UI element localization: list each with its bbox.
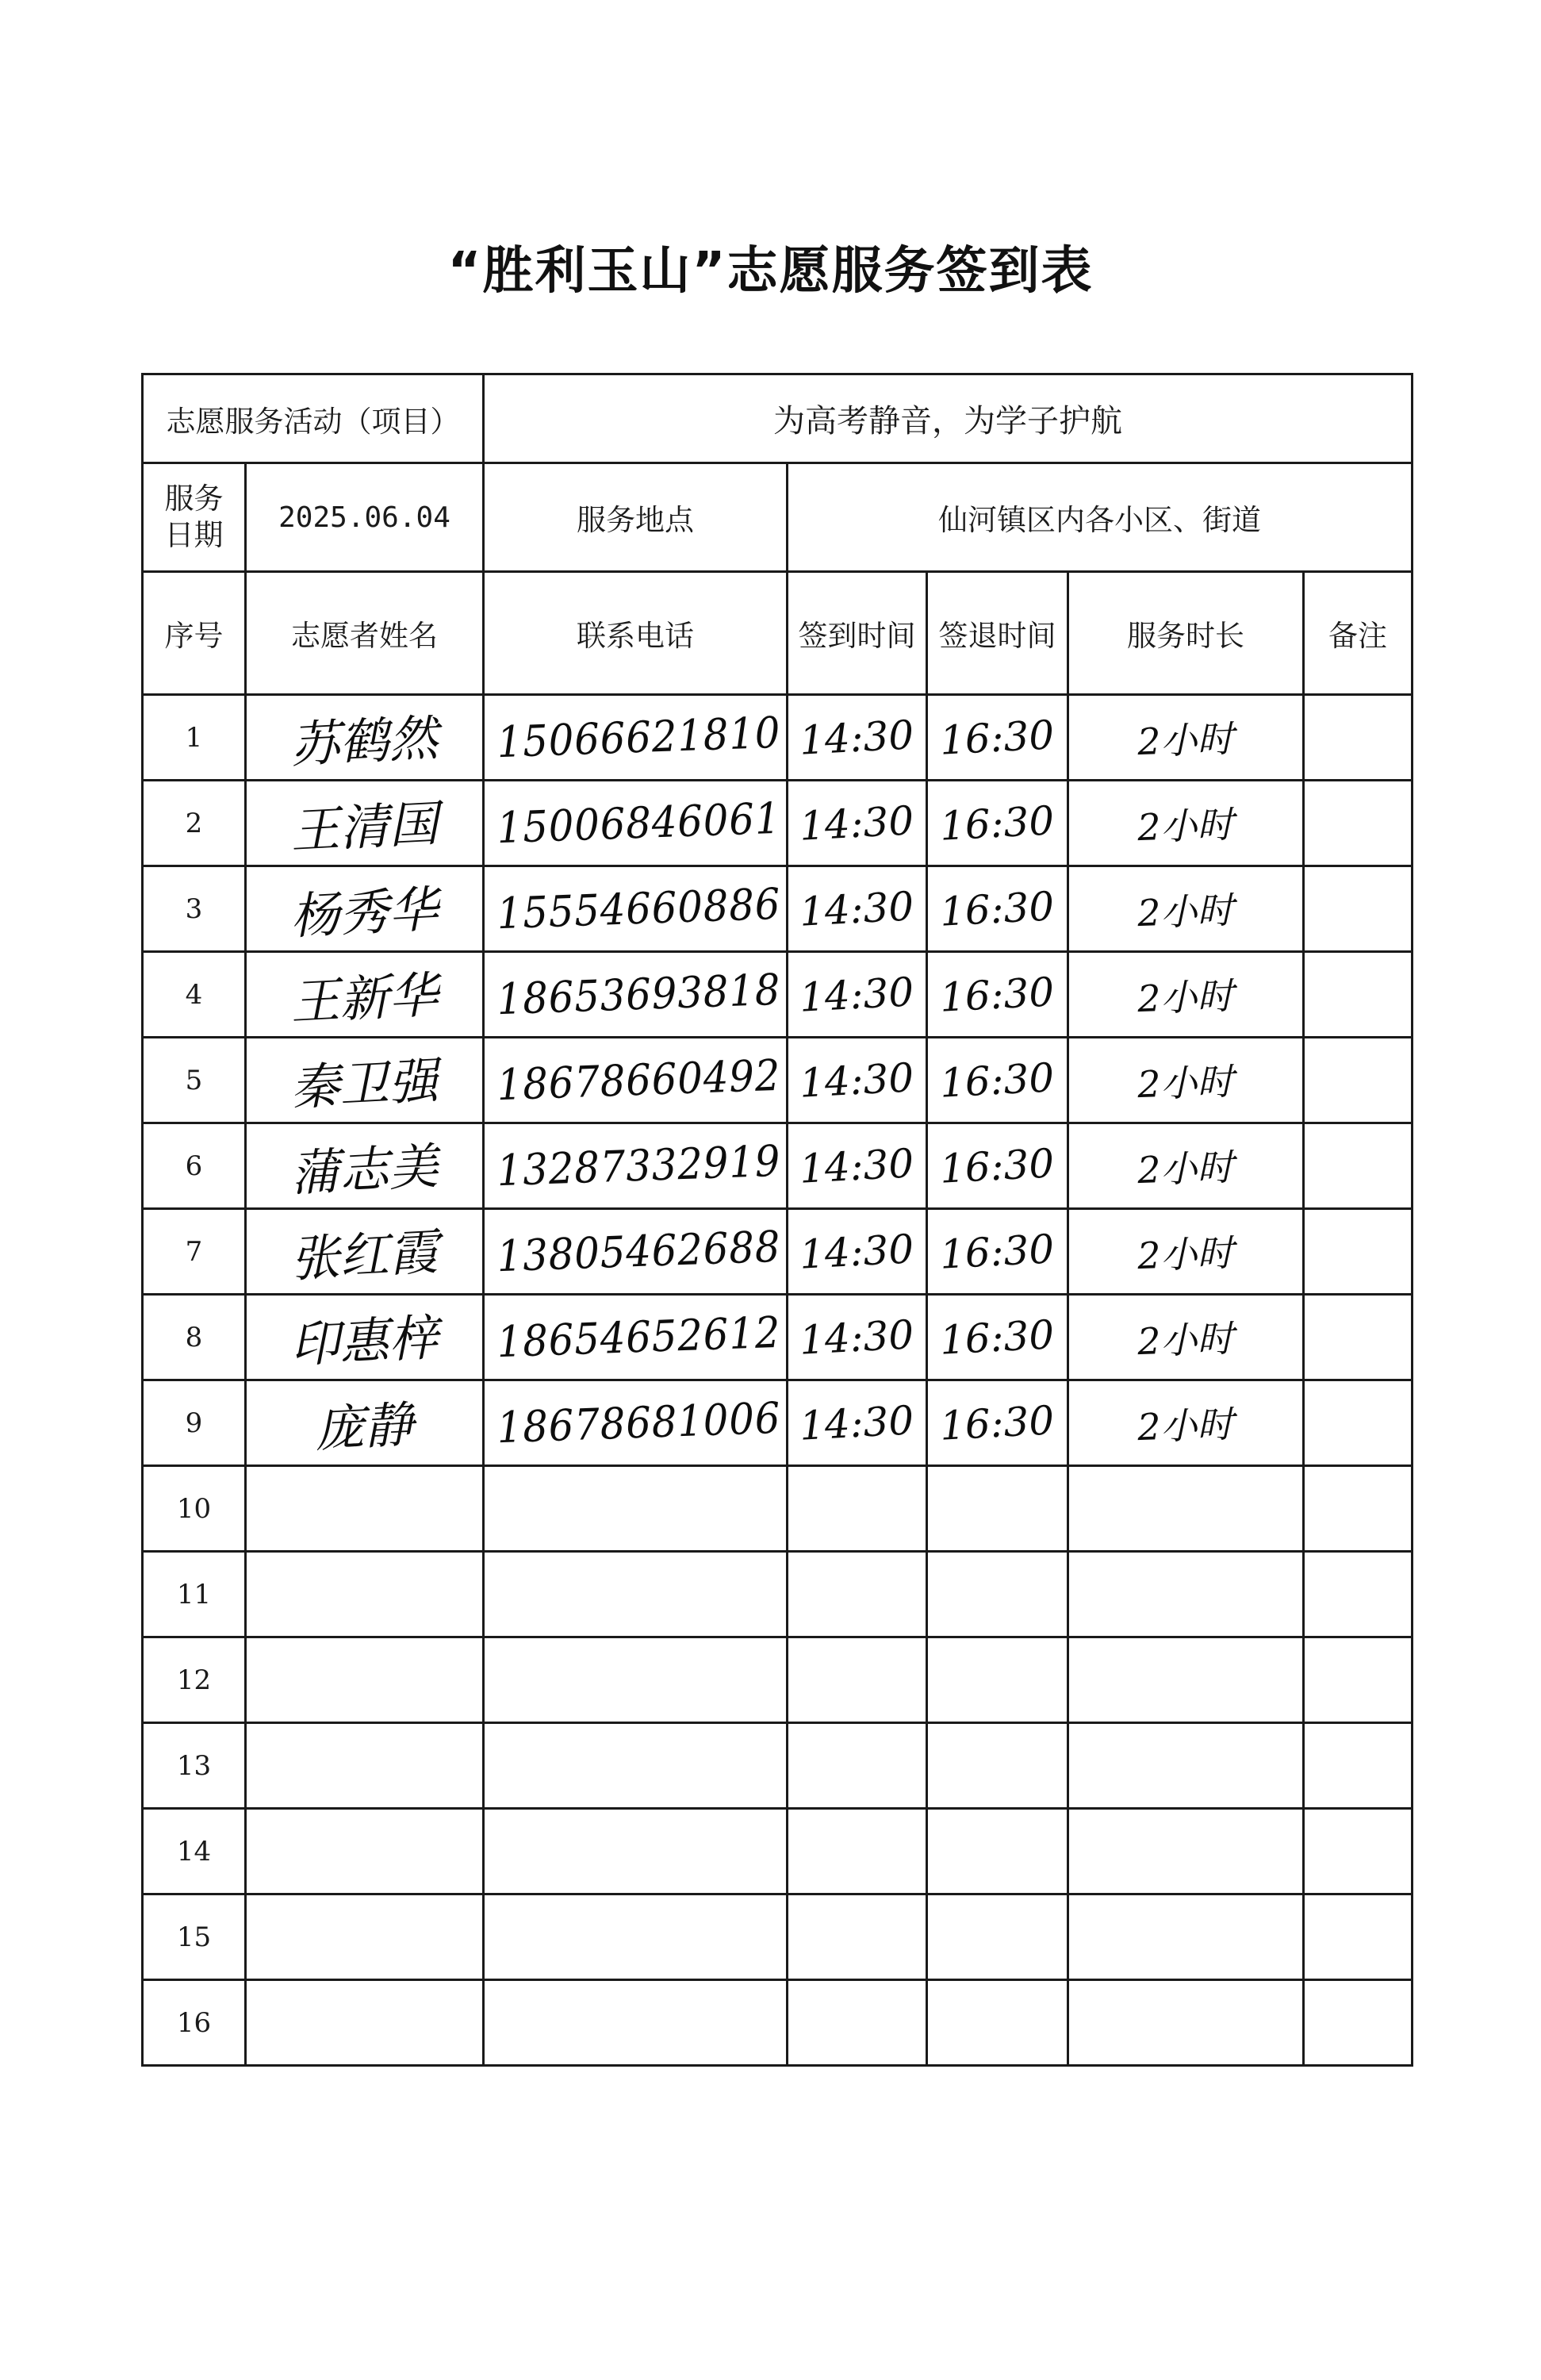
note-cell bbox=[1304, 866, 1413, 952]
phone-number-cell bbox=[484, 1209, 788, 1295]
row-number-cell: 4 bbox=[143, 952, 246, 1038]
sign-in-time: 14:30 bbox=[799, 711, 915, 764]
phone-number-cell bbox=[484, 1380, 788, 1466]
table-row bbox=[143, 1380, 1413, 1466]
sign-in-table bbox=[141, 373, 1413, 2067]
service-duration-cell bbox=[1068, 1466, 1304, 1552]
note-cell bbox=[1304, 1038, 1413, 1123]
service-duration-cell bbox=[1068, 1380, 1304, 1466]
service-duration-cell bbox=[1068, 1637, 1304, 1723]
service-date-value: 2025.06.04 bbox=[246, 463, 484, 572]
sign-in-time-cell bbox=[788, 1552, 927, 1637]
volunteer-name-cell bbox=[246, 1123, 484, 1209]
volunteer-name-cell bbox=[246, 1894, 484, 1980]
service-duration-cell bbox=[1068, 1209, 1304, 1295]
col-header-sign-out: 签退时间 bbox=[927, 572, 1068, 695]
phone-number-cell bbox=[484, 1123, 788, 1209]
sign-out-time-cell bbox=[927, 1637, 1068, 1723]
sign-out-time-cell bbox=[927, 1038, 1068, 1123]
note-cell bbox=[1304, 1466, 1413, 1552]
activity-value: 为高考静音，为学子护航 bbox=[484, 374, 1413, 463]
phone-number-cell bbox=[484, 781, 788, 866]
sign-out-time: 16:30 bbox=[939, 1054, 1056, 1107]
phone-number-cell bbox=[484, 1980, 788, 2066]
sign-out-time: 16:30 bbox=[939, 882, 1056, 935]
volunteer-name: 庞静 bbox=[313, 1395, 416, 1459]
table-row bbox=[143, 1466, 1413, 1552]
note-cell bbox=[1304, 1894, 1413, 1980]
activity-label: 志愿服务活动（项目） bbox=[143, 374, 484, 463]
phone-number-cell bbox=[484, 1038, 788, 1123]
volunteer-name-cell bbox=[246, 1637, 484, 1723]
phone-number-cell bbox=[484, 866, 788, 952]
phone-number: 18678660492 bbox=[496, 1050, 782, 1111]
volunteer-name: 杨秀华 bbox=[289, 880, 440, 946]
volunteer-name-cell bbox=[246, 1980, 484, 2066]
service-duration: 2小时 bbox=[1137, 1402, 1235, 1449]
volunteer-name-cell bbox=[246, 1466, 484, 1552]
sign-in-time: 14:30 bbox=[799, 1225, 915, 1278]
row-number-cell: 11 bbox=[143, 1552, 246, 1637]
sign-out-time: 16:30 bbox=[939, 1396, 1056, 1449]
volunteer-name-cell bbox=[246, 695, 484, 781]
table-row bbox=[143, 1295, 1413, 1380]
sign-in-time-cell bbox=[788, 1380, 927, 1466]
note-cell bbox=[1304, 1295, 1413, 1380]
service-duration-cell bbox=[1068, 695, 1304, 781]
date-location-row bbox=[143, 463, 1413, 572]
activity-row bbox=[143, 374, 1413, 463]
service-duration-cell bbox=[1068, 952, 1304, 1038]
service-duration: 2小时 bbox=[1137, 802, 1235, 849]
volunteer-name-cell bbox=[246, 1038, 484, 1123]
sign-in-time-cell bbox=[788, 1809, 927, 1894]
volunteer-name-cell bbox=[246, 1809, 484, 1894]
sign-in-time-cell bbox=[788, 1637, 927, 1723]
service-date-label bbox=[143, 463, 246, 572]
service-duration-cell bbox=[1068, 1809, 1304, 1894]
sign-out-time: 16:30 bbox=[939, 797, 1056, 850]
sign-in-time: 14:30 bbox=[799, 1054, 915, 1107]
service-duration-cell bbox=[1068, 1980, 1304, 2066]
sign-out-time: 16:30 bbox=[939, 1225, 1056, 1278]
volunteer-name: 王清国 bbox=[289, 794, 440, 860]
col-header-no: 序号 bbox=[143, 572, 246, 695]
row-number-cell: 3 bbox=[143, 866, 246, 952]
service-duration-cell bbox=[1068, 1038, 1304, 1123]
table-row bbox=[143, 695, 1413, 781]
phone-number: 15006846061 bbox=[496, 793, 782, 854]
row-number-cell: 7 bbox=[143, 1209, 246, 1295]
service-duration-cell bbox=[1068, 1123, 1304, 1209]
note-cell bbox=[1304, 781, 1413, 866]
phone-number-cell bbox=[484, 1809, 788, 1894]
volunteer-name: 张红霞 bbox=[289, 1223, 440, 1288]
phone-number: 13805462688 bbox=[496, 1221, 782, 1282]
col-header-sign-in: 签到时间 bbox=[788, 572, 927, 695]
sign-out-time: 16:30 bbox=[939, 1311, 1056, 1364]
sign-in-time-cell bbox=[788, 1123, 927, 1209]
page-title: “胜利玉山”志愿服务签到表 bbox=[447, 242, 1094, 301]
table-row bbox=[143, 1209, 1413, 1295]
row-number-cell: 10 bbox=[143, 1466, 246, 1552]
sign-out-time-cell bbox=[927, 1552, 1068, 1637]
phone-number-cell bbox=[484, 695, 788, 781]
row-number-cell: 12 bbox=[143, 1637, 246, 1723]
service-date-label-text: 服务日期 bbox=[164, 482, 224, 552]
sign-in-time: 14:30 bbox=[799, 1139, 915, 1192]
sign-in-time-cell bbox=[788, 1894, 927, 1980]
sign-out-time: 16:30 bbox=[939, 1139, 1056, 1192]
column-header-row bbox=[143, 572, 1413, 695]
row-number-cell: 6 bbox=[143, 1123, 246, 1209]
note-cell bbox=[1304, 1209, 1413, 1295]
service-duration-cell bbox=[1068, 1894, 1304, 1980]
phone-number: 15066621810 bbox=[496, 707, 782, 768]
service-duration: 2小时 bbox=[1137, 716, 1235, 763]
phone-number-cell bbox=[484, 1723, 788, 1809]
col-header-phone: 联系电话 bbox=[484, 572, 788, 695]
col-header-name: 志愿者姓名 bbox=[246, 572, 484, 695]
volunteer-name-cell bbox=[246, 781, 484, 866]
volunteer-name-cell bbox=[246, 1209, 484, 1295]
note-cell bbox=[1304, 695, 1413, 781]
phone-number: 13287332919 bbox=[496, 1135, 782, 1196]
service-duration: 2小时 bbox=[1137, 973, 1235, 1020]
phone-number: 15554660886 bbox=[496, 878, 782, 939]
phone-number-cell bbox=[484, 952, 788, 1038]
service-location-label: 服务地点 bbox=[484, 463, 788, 572]
table-row bbox=[143, 866, 1413, 952]
service-duration: 2小时 bbox=[1137, 888, 1235, 935]
volunteer-name-cell bbox=[246, 1295, 484, 1380]
row-number-cell: 15 bbox=[143, 1894, 246, 1980]
service-duration: 2小时 bbox=[1137, 1145, 1235, 1192]
note-cell bbox=[1304, 1723, 1413, 1809]
sign-out-time-cell bbox=[927, 695, 1068, 781]
volunteer-name-cell bbox=[246, 952, 484, 1038]
table-row bbox=[143, 1723, 1413, 1809]
phone-number: 18653693818 bbox=[496, 964, 782, 1025]
sign-in-time: 14:30 bbox=[799, 1311, 915, 1364]
table-row bbox=[143, 1637, 1413, 1723]
sign-out-time-cell bbox=[927, 1723, 1068, 1809]
phone-number-cell bbox=[484, 1295, 788, 1380]
note-cell bbox=[1304, 1637, 1413, 1723]
table-row bbox=[143, 1038, 1413, 1123]
sign-out-time-cell bbox=[927, 1123, 1068, 1209]
sign-in-time-cell bbox=[788, 781, 927, 866]
row-number-cell: 2 bbox=[143, 781, 246, 866]
sign-in-time-cell bbox=[788, 1209, 927, 1295]
sign-out-time-cell bbox=[927, 1380, 1068, 1466]
sign-in-time-cell bbox=[788, 1466, 927, 1552]
volunteer-name-cell bbox=[246, 866, 484, 952]
sign-out-time-cell bbox=[927, 781, 1068, 866]
table-row bbox=[143, 1552, 1413, 1637]
sign-out-time-cell bbox=[927, 952, 1068, 1038]
service-duration-cell bbox=[1068, 781, 1304, 866]
sign-out-time-cell bbox=[927, 1809, 1068, 1894]
note-cell bbox=[1304, 1980, 1413, 2066]
table-row bbox=[143, 1980, 1413, 2066]
service-duration: 2小时 bbox=[1137, 1316, 1235, 1363]
sign-in-time-cell bbox=[788, 866, 927, 952]
note-cell bbox=[1304, 1123, 1413, 1209]
phone-number-cell bbox=[484, 1466, 788, 1552]
service-duration-cell bbox=[1068, 866, 1304, 952]
row-number-cell: 16 bbox=[143, 1980, 246, 2066]
volunteer-name: 印惠梓 bbox=[289, 1308, 440, 1374]
row-number-cell: 14 bbox=[143, 1809, 246, 1894]
sign-in-time: 14:30 bbox=[799, 1396, 915, 1449]
service-duration-cell bbox=[1068, 1295, 1304, 1380]
sign-out-time: 16:30 bbox=[939, 968, 1056, 1021]
table-row bbox=[143, 781, 1413, 866]
volunteer-name: 蒲志美 bbox=[289, 1137, 440, 1203]
table-row bbox=[143, 1123, 1413, 1209]
note-cell bbox=[1304, 1380, 1413, 1466]
col-header-duration: 服务时长 bbox=[1068, 572, 1304, 695]
volunteer-name-cell bbox=[246, 1723, 484, 1809]
row-number-cell: 13 bbox=[143, 1723, 246, 1809]
sign-in-time-cell bbox=[788, 1980, 927, 2066]
service-duration-cell bbox=[1068, 1723, 1304, 1809]
table-row bbox=[143, 1809, 1413, 1894]
phone-number-cell bbox=[484, 1552, 788, 1637]
sign-in-time-cell bbox=[788, 952, 927, 1038]
service-location-value: 仙河镇区内各小区、街道 bbox=[788, 463, 1413, 572]
note-cell bbox=[1304, 952, 1413, 1038]
sign-out-time-cell bbox=[927, 1466, 1068, 1552]
sign-in-time-cell bbox=[788, 1295, 927, 1380]
table-row bbox=[143, 952, 1413, 1038]
row-number-cell: 8 bbox=[143, 1295, 246, 1380]
service-duration: 2小时 bbox=[1137, 1230, 1235, 1277]
row-number-cell: 5 bbox=[143, 1038, 246, 1123]
sign-out-time: 16:30 bbox=[939, 711, 1056, 764]
table-row bbox=[143, 1894, 1413, 1980]
sign-in-time: 14:30 bbox=[799, 968, 915, 1021]
col-header-note: 备注 bbox=[1304, 572, 1413, 695]
service-duration: 2小时 bbox=[1137, 1059, 1235, 1106]
note-cell bbox=[1304, 1809, 1413, 1894]
phone-number: 18654652612 bbox=[496, 1307, 782, 1368]
sign-in-time-cell bbox=[788, 1038, 927, 1123]
sign-out-time-cell bbox=[927, 866, 1068, 952]
volunteer-name: 王新华 bbox=[289, 965, 440, 1031]
sign-in-time: 14:30 bbox=[799, 797, 915, 850]
sign-in-time: 14:30 bbox=[799, 882, 915, 935]
phone-number-cell bbox=[484, 1894, 788, 1980]
sign-in-time-cell bbox=[788, 695, 927, 781]
volunteer-name-cell bbox=[246, 1380, 484, 1466]
phone-number-cell bbox=[484, 1637, 788, 1723]
sign-out-time-cell bbox=[927, 1894, 1068, 1980]
sign-out-time-cell bbox=[927, 1209, 1068, 1295]
row-number-cell: 1 bbox=[143, 695, 246, 781]
volunteer-name: 苏鹤然 bbox=[289, 708, 440, 774]
sign-in-time-cell bbox=[788, 1723, 927, 1809]
service-duration-cell bbox=[1068, 1552, 1304, 1637]
volunteer-name-cell bbox=[246, 1552, 484, 1637]
note-cell bbox=[1304, 1552, 1413, 1637]
phone-number: 18678681006 bbox=[496, 1392, 782, 1453]
volunteer-name: 秦卫强 bbox=[289, 1051, 440, 1117]
sign-out-time-cell bbox=[927, 1295, 1068, 1380]
sign-out-time-cell bbox=[927, 1980, 1068, 2066]
row-number-cell: 9 bbox=[143, 1380, 246, 1466]
